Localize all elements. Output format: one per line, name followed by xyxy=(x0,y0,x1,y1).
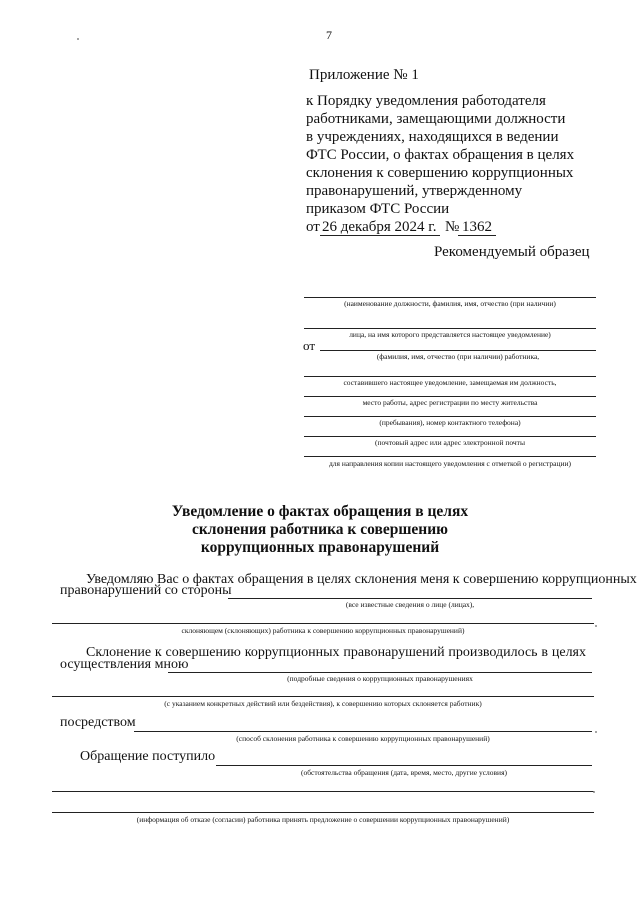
field-caption: составившего настоящее уведомление, замещаемая им должность, xyxy=(343,378,557,387)
scan-speck xyxy=(595,731,597,733)
title-line: коррупционных правонарушений xyxy=(200,539,440,556)
order-number-label: № xyxy=(445,219,460,235)
fill-line xyxy=(52,812,594,813)
appendix-line: работниками, замещающими должности xyxy=(306,111,566,127)
word: Склонение xyxy=(86,645,152,660)
field-caption: (пребывания), номер контактного телефона) xyxy=(379,418,521,427)
field-caption: (наименование должности, фамилия, имя, отчество (при наличии) xyxy=(344,299,556,308)
fill-line xyxy=(228,598,592,599)
appendix-line: к Порядку уведомления работодателя xyxy=(306,93,546,109)
fill-line xyxy=(52,623,594,624)
fill-line xyxy=(304,416,596,417)
appendix-line: приказом ФТС России xyxy=(306,201,450,217)
word: правонарушений xyxy=(343,645,445,660)
title-line: склонения работника к совершению xyxy=(191,521,449,538)
order-number-underline xyxy=(458,235,496,236)
scan-speck xyxy=(595,625,597,627)
fill-line xyxy=(216,765,592,766)
order-date-underline xyxy=(320,235,440,236)
field-caption: (почтовый адрес или адрес электронной почты xyxy=(374,438,525,447)
sample-label: Рекомендуемый образец xyxy=(434,244,590,260)
appendix-title: Приложение № 1 xyxy=(309,67,419,83)
fill-line xyxy=(304,396,596,397)
fill-line xyxy=(52,696,594,697)
appendix-line: склонения к совершению коррупционных xyxy=(306,165,574,181)
from-label: от xyxy=(303,338,316,353)
field-caption: (все известные сведения о лице (лицах), xyxy=(345,600,475,609)
paragraph-line: правонарушений со стороны xyxy=(60,583,232,598)
field-caption: место работы, адрес регистрации по месту жительства xyxy=(362,398,538,407)
field-caption: (подробные сведения о коррупционных правонарушениях xyxy=(287,674,473,683)
word: коррупционных xyxy=(244,645,340,660)
field-caption: (обстоятельства обращения (дата, время, место, другие условия) xyxy=(300,768,508,777)
fill-line xyxy=(304,297,596,298)
word: в xyxy=(541,645,549,660)
fill-line xyxy=(304,376,596,377)
order-date: 26 декабря 2024 г. xyxy=(322,219,437,235)
scan-speck xyxy=(593,791,595,793)
field-caption: лица, на имя которого представляется настоящее уведомление) xyxy=(349,330,551,339)
scan-speck xyxy=(77,38,79,40)
fill-line xyxy=(168,672,592,673)
page-number: 7 xyxy=(326,28,332,42)
field-caption: (информация об отказе (согласии) работника принять предложение о совершении коррупционных правонарушений) xyxy=(136,815,510,824)
field-caption: (способ склонения работника к совершению коррупционных правонарушений) xyxy=(236,734,490,743)
fill-line xyxy=(320,350,596,351)
fill-line xyxy=(304,436,596,437)
fill-line xyxy=(304,328,596,329)
word: к xyxy=(154,645,162,660)
fill-line xyxy=(52,791,594,792)
appendix-line: ФТС России, о фактах обращения в целях xyxy=(306,147,575,163)
word: совершению xyxy=(165,645,241,660)
appendix-line: в учреждениях, находящихся в ведении xyxy=(306,129,559,145)
field-caption: для направления копии настоящего уведомления с отметкой о регистрации) xyxy=(328,459,572,468)
word: производилось xyxy=(448,645,538,660)
field-caption: склоняющем (склоняющих) работника к совершению коррупционных правонарушений) xyxy=(181,626,465,635)
paragraph-line: осуществления мною xyxy=(60,657,189,672)
word: целях xyxy=(551,645,586,660)
fill-line xyxy=(134,731,592,732)
fill-line xyxy=(304,456,596,457)
field-caption: (с указанием конкретных действий или бездействия), к совершению которых склоняется работник) xyxy=(164,699,482,708)
order-number: 1362 xyxy=(462,219,492,235)
appendix-line: правонарушений, утвержденному xyxy=(306,183,523,199)
field-caption: (фамилия, имя, отчество (при наличии) работника, xyxy=(376,352,540,361)
paragraph-line: Обращение поступило xyxy=(80,749,216,764)
paragraph-line: Уведомляю Вас о фактах обращения в целях склонения меня к совершению коррупционных xyxy=(86,572,637,587)
paragraph-line: посредством xyxy=(60,715,136,730)
order-prefix: от xyxy=(306,219,320,235)
title-line: Уведомление о фактах обращения в целях xyxy=(171,503,469,520)
